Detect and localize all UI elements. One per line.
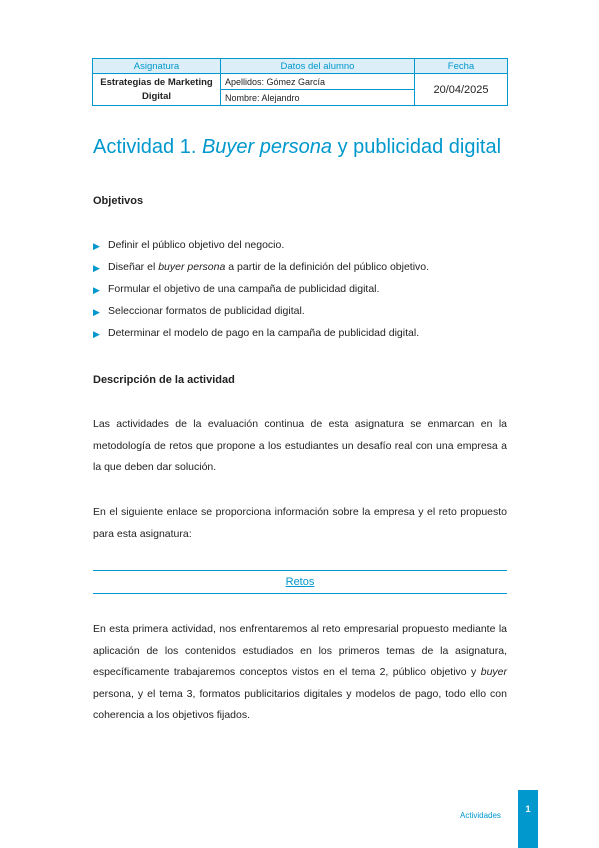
retos-link[interactable]: Retos <box>285 576 315 588</box>
triangle-right-icon: ▶ <box>93 307 100 317</box>
activity-paragraph: En esta primera actividad, nos enfrentaremos al reto empresarial propuesto mediante la aplicación de los contenidos estudiados en los primeros temas de la asignatura, específicamente trabajaremos conceptos vistos en el tema 2, público objetivo y buyer persona, y el tema 3, formatos publicitarios digitales y modelos de pago, todo ello con coherencia a los objetivos fijados. <box>93 623 507 721</box>
footer-label: Actividades <box>460 811 501 820</box>
header-col-subject: Asignatura <box>93 59 221 74</box>
subject-name: Estrategias de Marketing Digital <box>93 74 221 106</box>
page-number-tab <box>518 790 538 848</box>
page-title <box>93 136 501 159</box>
list-item: ▶ Diseñar el buyer persona a partir de la definición del público objetivo. <box>93 261 430 273</box>
student-surname: Apellidos: Gómez García <box>221 74 415 90</box>
header-col-date: Fecha <box>415 59 508 74</box>
page-number: 1 <box>525 804 531 814</box>
triangle-right-icon: ▶ <box>93 241 100 251</box>
list-item: ▶ Formular el objetivo de una campaña de publicidad digital. <box>93 283 380 295</box>
description-heading: Descripción de la actividad <box>93 374 235 386</box>
title-suffix: y publicidad digital <box>332 136 502 158</box>
triangle-right-icon: ▶ <box>93 329 100 339</box>
objectives-list <box>93 238 429 348</box>
triangle-right-icon: ▶ <box>93 285 100 295</box>
triangle-right-icon: ▶ <box>93 263 100 273</box>
list-item: ▶ Definir el público objetivo del negocio. <box>93 239 285 251</box>
link-box <box>93 570 507 594</box>
student-name: Nombre: Alejandro <box>221 90 415 106</box>
header-col-student: Datos del alumno <box>221 59 415 74</box>
title-italic: Buyer persona <box>201 136 333 158</box>
title-prefix: Actividad 1. <box>93 136 202 158</box>
list-item: ▶ Determinar el modelo de pago en la campaña de publicidad digital. <box>93 327 420 339</box>
header-table <box>92 58 508 106</box>
objectives-heading: Objetivos <box>93 195 144 207</box>
intro-paragraph: Las actividades de la evaluación continua de esta asignatura se enmarcan en la metodología de retos que propone a los estudiantes un desafío real con una empresa a la que deben dar solución. <box>93 418 507 473</box>
list-item: ▶ Seleccionar formatos de publicidad digital. <box>93 305 305 317</box>
submission-date: 20/04/2025 <box>415 74 508 106</box>
link-intro-paragraph: En el siguiente enlace se proporciona información sobre la empresa y el reto propuesto para esta asignatura: <box>93 506 507 540</box>
